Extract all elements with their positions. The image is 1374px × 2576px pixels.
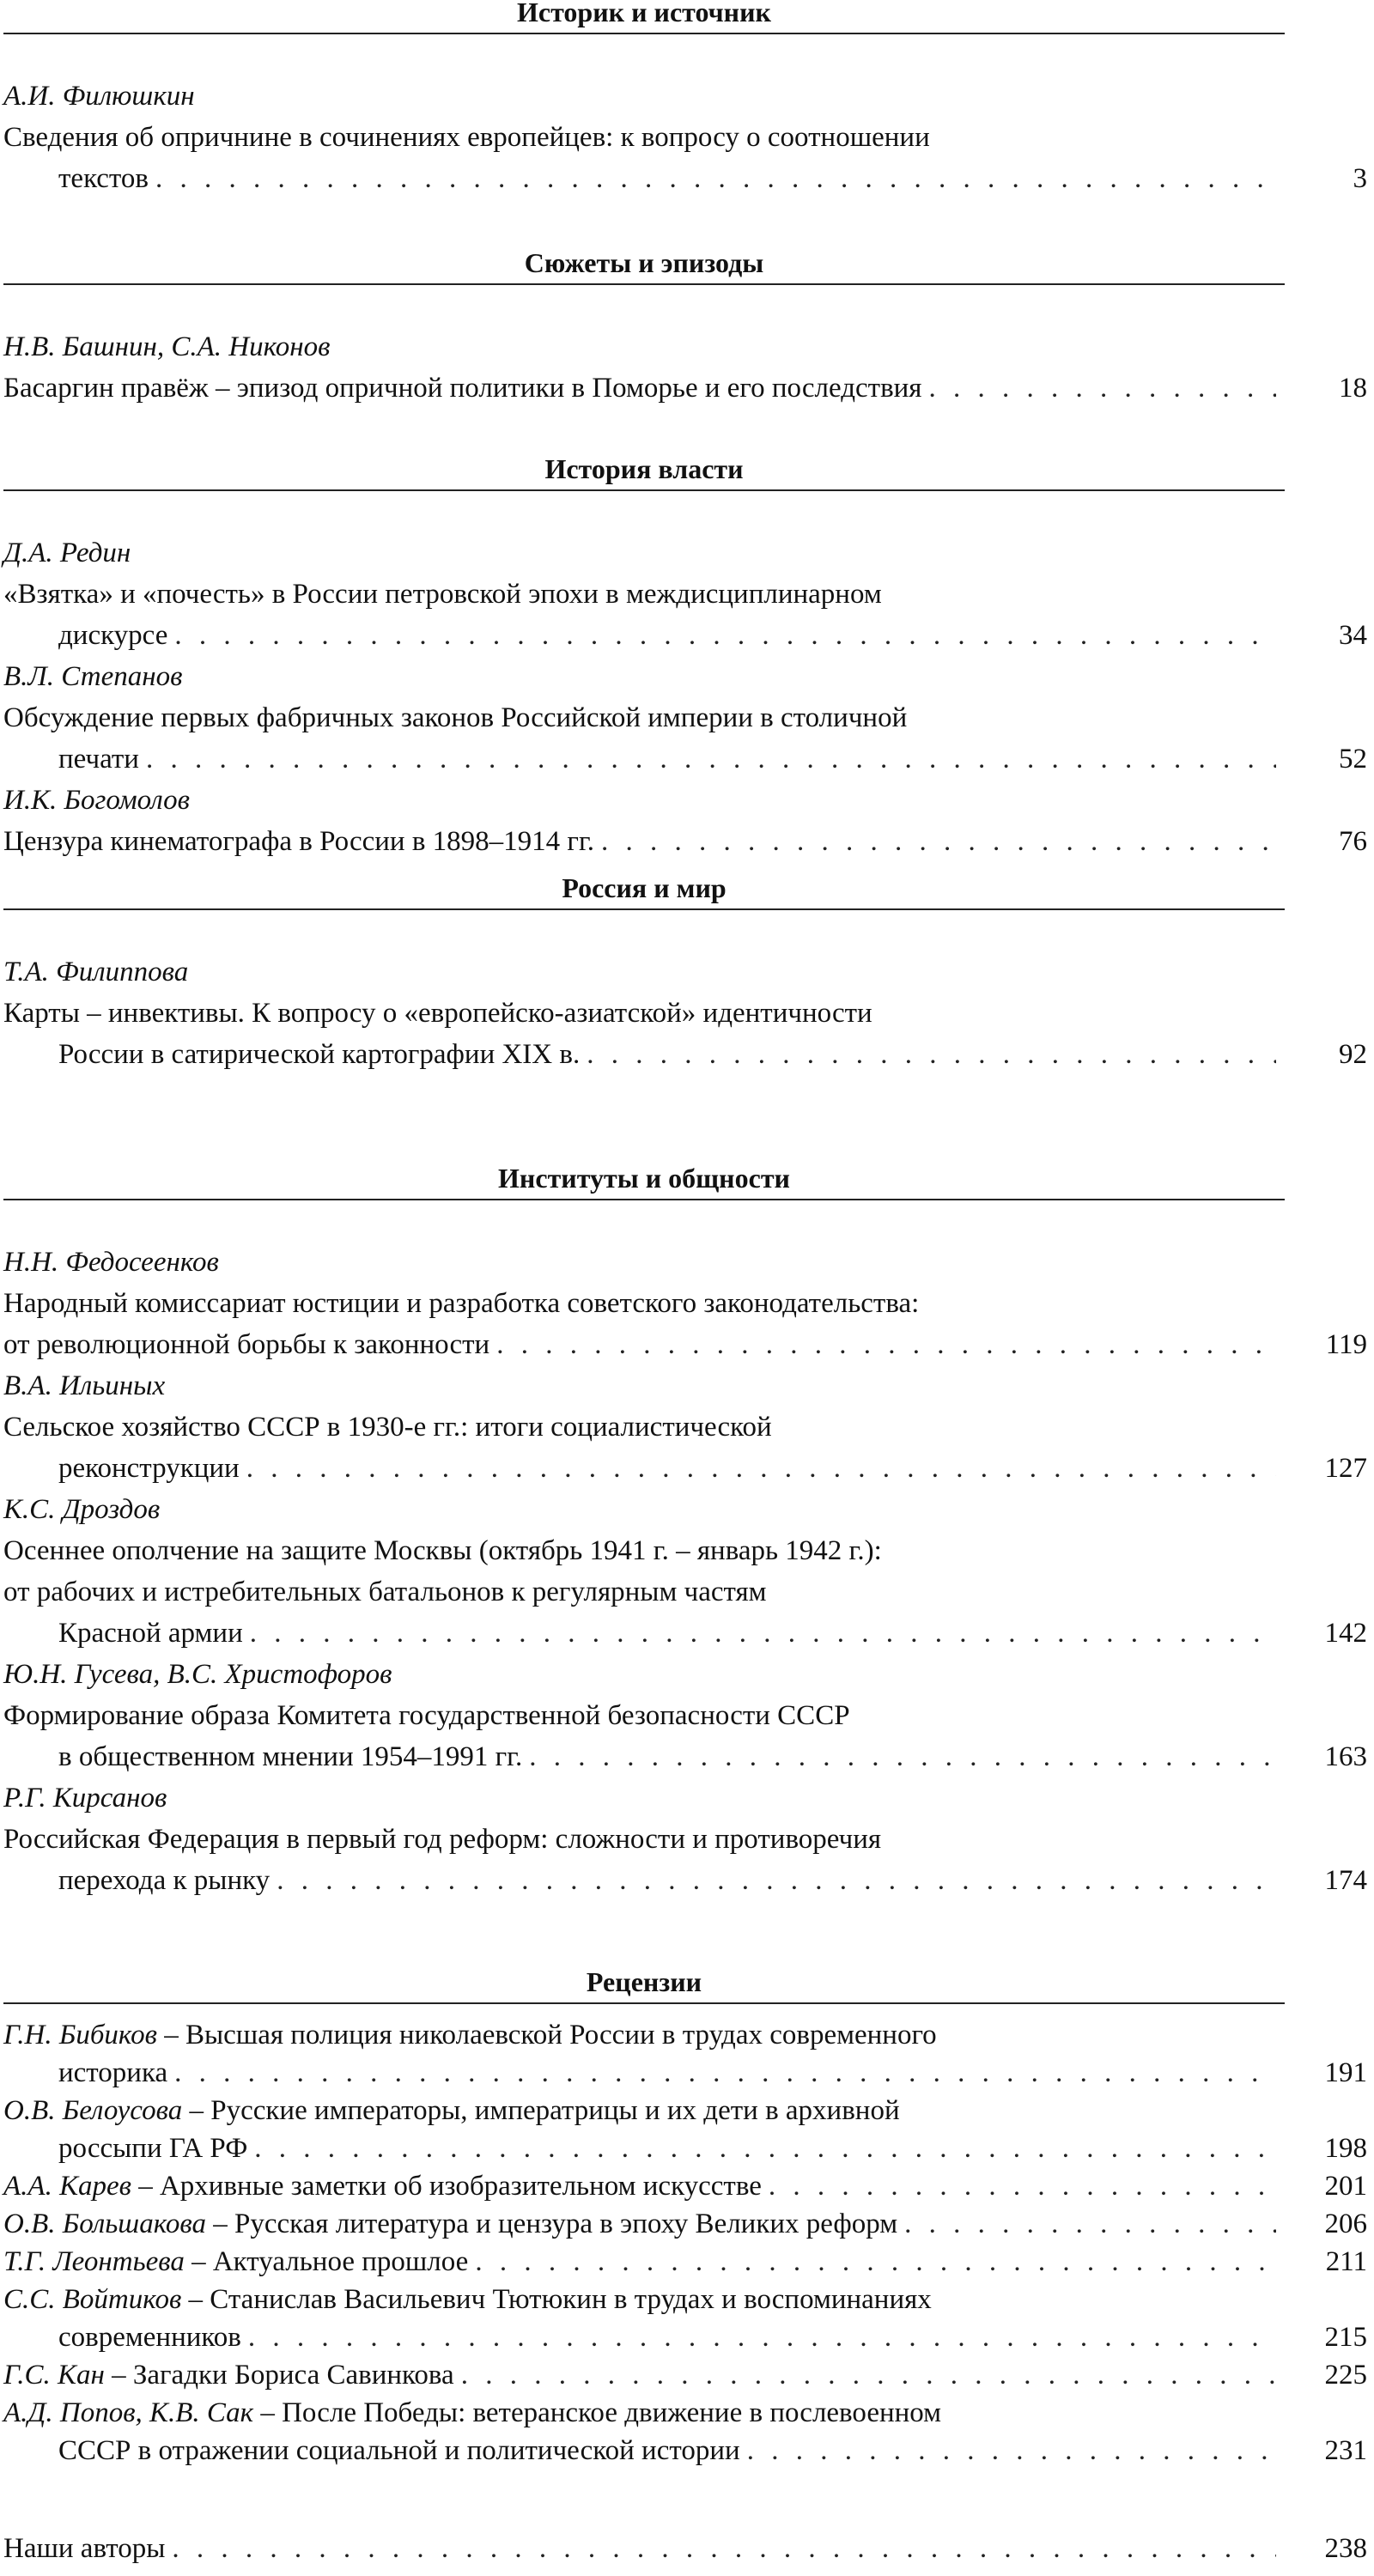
- entry-title-text: перехода к рынку: [58, 1865, 271, 1896]
- review-title-text: [3, 2245, 468, 2279]
- section-divider: [3, 283, 1285, 285]
- entry-page-number: 142: [1324, 1618, 1367, 1649]
- entry-page-number: 127: [1324, 1453, 1367, 1484]
- entry-title-line: Народный комиссариат юстиции и разработка советского законодательства:: [3, 1288, 920, 1319]
- leader-dots: [929, 371, 1277, 405]
- review-author: О.В. Большакова: [3, 2208, 206, 2239]
- entry-title-line: от рабочих и истребительных батальонов к регулярным частям: [3, 1577, 767, 1607]
- entry-author: Н.Н. Федосеенков: [3, 1247, 219, 1278]
- entry-title-text: Наши авторы: [3, 2533, 166, 2564]
- entry-title-last-line: [58, 742, 1367, 776]
- entry-title-last-line: [58, 1037, 1367, 1072]
- review-last-line: [3, 2169, 1367, 2203]
- entry-page-number: 18: [1339, 373, 1367, 404]
- entry-title-text: Красной армии: [58, 1618, 243, 1649]
- review-title-text: Русская литература и цензура в эпоху Великих реформ: [234, 2208, 898, 2239]
- entry-page-number: 34: [1339, 620, 1367, 651]
- leader-dots: [155, 161, 1276, 196]
- dash: –: [213, 2208, 228, 2239]
- entry-author: К.С. Дроздов: [3, 1494, 161, 1525]
- entry-title-text: реконструкции: [58, 1453, 240, 1484]
- entry-title-line: Осеннее ополчение на защите Москвы (октябрь 1941 г. – январь 1942 г.):: [3, 1535, 882, 1566]
- entry-page-number: 163: [1324, 1741, 1367, 1772]
- section-divider: [3, 908, 1285, 910]
- entry-author: Д.А. Редин: [3, 538, 131, 568]
- entry-title-line: Сведения об опричнине в сочинениях европейцев: к вопросу о соотношении: [3, 122, 930, 153]
- review-last-line: [58, 2056, 1367, 2090]
- review-first-line: [3, 2282, 932, 2317]
- review-last-line: [3, 2245, 1367, 2279]
- entry-page-number: 3: [1353, 163, 1367, 194]
- entry-title-text: от революционной борьбы к законности: [3, 1329, 490, 1360]
- section-title: Сюжеты и эпизоды: [524, 247, 764, 278]
- review-title-text: россыпи ГА РФ: [58, 2133, 248, 2164]
- entry-title-line: Российская Федерация в первый год реформ: сложности и противоречия: [3, 1824, 882, 1855]
- section-plots-and-episodes: [3, 246, 1367, 404]
- review-title-text: [3, 2169, 762, 2203]
- entry-author: Р.Г. Кирсанов: [3, 1783, 167, 1814]
- review-last-line: [3, 2207, 1367, 2241]
- review-title-text: Станислав Васильевич Тютюкин в трудах и воспоминаниях: [210, 2284, 932, 2315]
- review-title-text: Высшая полиция николаевской России в трудах современного: [185, 2020, 937, 2050]
- entry-author: В.Л. Степанов: [3, 661, 183, 692]
- review-last-line: [58, 2320, 1367, 2354]
- review-title-text: [3, 2207, 897, 2241]
- entry-title-last-line: [58, 161, 1367, 196]
- leader-dots: [277, 1863, 1276, 1898]
- review-page-number: 191: [1324, 2057, 1367, 2088]
- entry-title-text: России в сатирической картографии XIX в.: [58, 1039, 581, 1070]
- entry-title-last-line: [3, 2531, 1367, 2566]
- entry-title-last-line: [58, 1740, 1367, 1774]
- section-divider: [3, 2002, 1285, 2004]
- leader-dots: [475, 2245, 1276, 2279]
- section-divider: [3, 33, 1285, 34]
- entry-title-text: в общественном мнении 1954–1991 гг.: [58, 1741, 523, 1772]
- section-reviews: [3, 1965, 1367, 2466]
- entry-author: Ю.Н. Гусева, В.С. Христофоров: [3, 1659, 392, 1690]
- entry-author: В.А. Ильиных: [3, 1370, 166, 1401]
- section-russia-and-world: [3, 871, 1367, 1070]
- entry-page-number: 174: [1324, 1865, 1367, 1896]
- review-author: Т.Г. Леонтьева: [3, 2246, 185, 2277]
- leader-dots: [250, 1616, 1276, 1650]
- leader-dots: [172, 2531, 1276, 2566]
- entry-title-last-line: [58, 1863, 1367, 1898]
- dash: –: [164, 2020, 179, 2050]
- review-page-number: 206: [1324, 2208, 1367, 2239]
- leader-dots: [601, 824, 1276, 859]
- section-title: История власти: [544, 453, 744, 484]
- review-page-number: 211: [1325, 2246, 1367, 2277]
- dash: –: [112, 2360, 126, 2391]
- review-page-number: 198: [1324, 2133, 1367, 2164]
- entry-title-text: печати: [58, 744, 139, 775]
- section-title: Россия и мир: [562, 872, 727, 903]
- review-title-text: историка: [58, 2057, 168, 2088]
- review-page-number: 231: [1324, 2435, 1367, 2466]
- review-title-text: [3, 2358, 454, 2392]
- entry-title-last-line: [3, 824, 1367, 859]
- entry-title-text: Цензура кинематографа в России в 1898–1914 гг.: [3, 826, 595, 857]
- leader-dots: [174, 2056, 1276, 2090]
- entry-title-text: Басаргин правёж – эпизод опричной политики в Поморье и его последствия: [3, 373, 922, 404]
- review-author: Г.С. Кан: [3, 2360, 105, 2391]
- dash: –: [192, 2246, 206, 2277]
- review-page-number: 215: [1324, 2322, 1367, 2353]
- section-title: Рецензии: [586, 1966, 702, 1997]
- entry-page-number: 92: [1339, 1039, 1367, 1070]
- entry-title-last-line: [58, 1616, 1367, 1650]
- section-history-of-power: [3, 452, 1367, 857]
- entry-page-number: 119: [1325, 1329, 1367, 1360]
- entry-author: А.И. Филюшкин: [3, 81, 195, 112]
- entry-title-line: Сельское хозяйство СССР в 1930-е гг.: итоги социалистической: [3, 1412, 772, 1443]
- leader-dots: [496, 1327, 1276, 1362]
- section-title: Институты и общности: [498, 1163, 790, 1194]
- review-author: С.С. Войтиков: [3, 2284, 182, 2315]
- review-title-text: Русские императоры, императрицы и их дети в архивной: [210, 2095, 900, 2126]
- review-title-text: После Победы: ветеранское движение в послевоенном: [282, 2397, 942, 2428]
- review-author: Г.Н. Бибиков: [3, 2020, 157, 2050]
- review-author: О.В. Белоусова: [3, 2095, 183, 2126]
- entry-page-number: 76: [1339, 826, 1367, 857]
- entry-title-last-line: [3, 371, 1367, 405]
- dash: –: [138, 2171, 153, 2202]
- leader-dots: [904, 2207, 1276, 2241]
- review-page-number: 201: [1324, 2171, 1367, 2202]
- leader-dots: [769, 2169, 1276, 2203]
- review-title-text: Архивные заметки об изобразительном искусстве: [159, 2171, 762, 2202]
- entry-page-number: 52: [1339, 744, 1367, 775]
- entry-title-line: Карты – инвективы. К вопросу о «европейско-азиатской» идентичности: [3, 998, 872, 1029]
- leader-dots: [461, 2358, 1276, 2392]
- dash: –: [188, 2284, 204, 2315]
- section-institutions-and-communities: [3, 1161, 1367, 1896]
- leader-dots: [254, 2131, 1276, 2166]
- leader-dots: [587, 1037, 1276, 1072]
- entry-title-last-line: [58, 1451, 1367, 1485]
- leader-dots: [174, 618, 1276, 653]
- section-divider: [3, 1199, 1285, 1200]
- review-last-line: [58, 2433, 1367, 2468]
- leader-dots: [146, 742, 1276, 776]
- section-title: Историк и источник: [517, 0, 771, 27]
- entry-title-line: Формирование образа Комитета государственной безопасности СССР: [3, 1700, 850, 1731]
- entry-author: Т.А. Филиппова: [3, 957, 189, 987]
- entry-page-number: 238: [1324, 2533, 1367, 2564]
- review-author: А.Д. Попов, К.В. Сак: [3, 2397, 254, 2428]
- review-title-text: современников: [58, 2322, 241, 2353]
- review-first-line: [3, 2093, 900, 2128]
- review-author: А.А. Карев: [3, 2171, 131, 2202]
- review-title-text: СССР в отражении социальной и политической истории: [58, 2435, 740, 2466]
- entry-title-last-line: [3, 1327, 1367, 1362]
- review-first-line: [3, 2018, 937, 2052]
- review-first-line: [3, 2396, 941, 2430]
- leader-dots: [747, 2433, 1276, 2468]
- dash: –: [189, 2095, 204, 2126]
- leader-dots: [248, 2320, 1276, 2354]
- leader-dots: [529, 1740, 1276, 1774]
- review-last-line: [58, 2131, 1367, 2166]
- review-title-text: Загадки Бориса Савинкова: [132, 2360, 454, 2391]
- entry-title-last-line: [58, 618, 1367, 653]
- entry-title-text: дискурсе: [58, 620, 168, 651]
- leader-dots: [246, 1451, 1276, 1485]
- entry-title-line: Обсуждение первых фабричных законов Российской империи в столичной: [3, 702, 908, 733]
- dash: –: [260, 2397, 275, 2428]
- entry-title-line: «Взятка» и «почесть» в России петровской эпохи в междисциплинарном: [3, 579, 882, 610]
- section-historian-and-source: [3, 0, 1367, 194]
- section-divider: [3, 489, 1285, 491]
- review-title-text: Актуальное прошлое: [212, 2246, 469, 2277]
- entry-author: Н.В. Башнин, С.А. Никонов: [3, 331, 331, 362]
- entry-author: И.К. Богомолов: [3, 785, 190, 816]
- review-page-number: 225: [1324, 2360, 1367, 2391]
- entry-title-text: текстов: [58, 163, 149, 194]
- review-last-line: [3, 2358, 1367, 2392]
